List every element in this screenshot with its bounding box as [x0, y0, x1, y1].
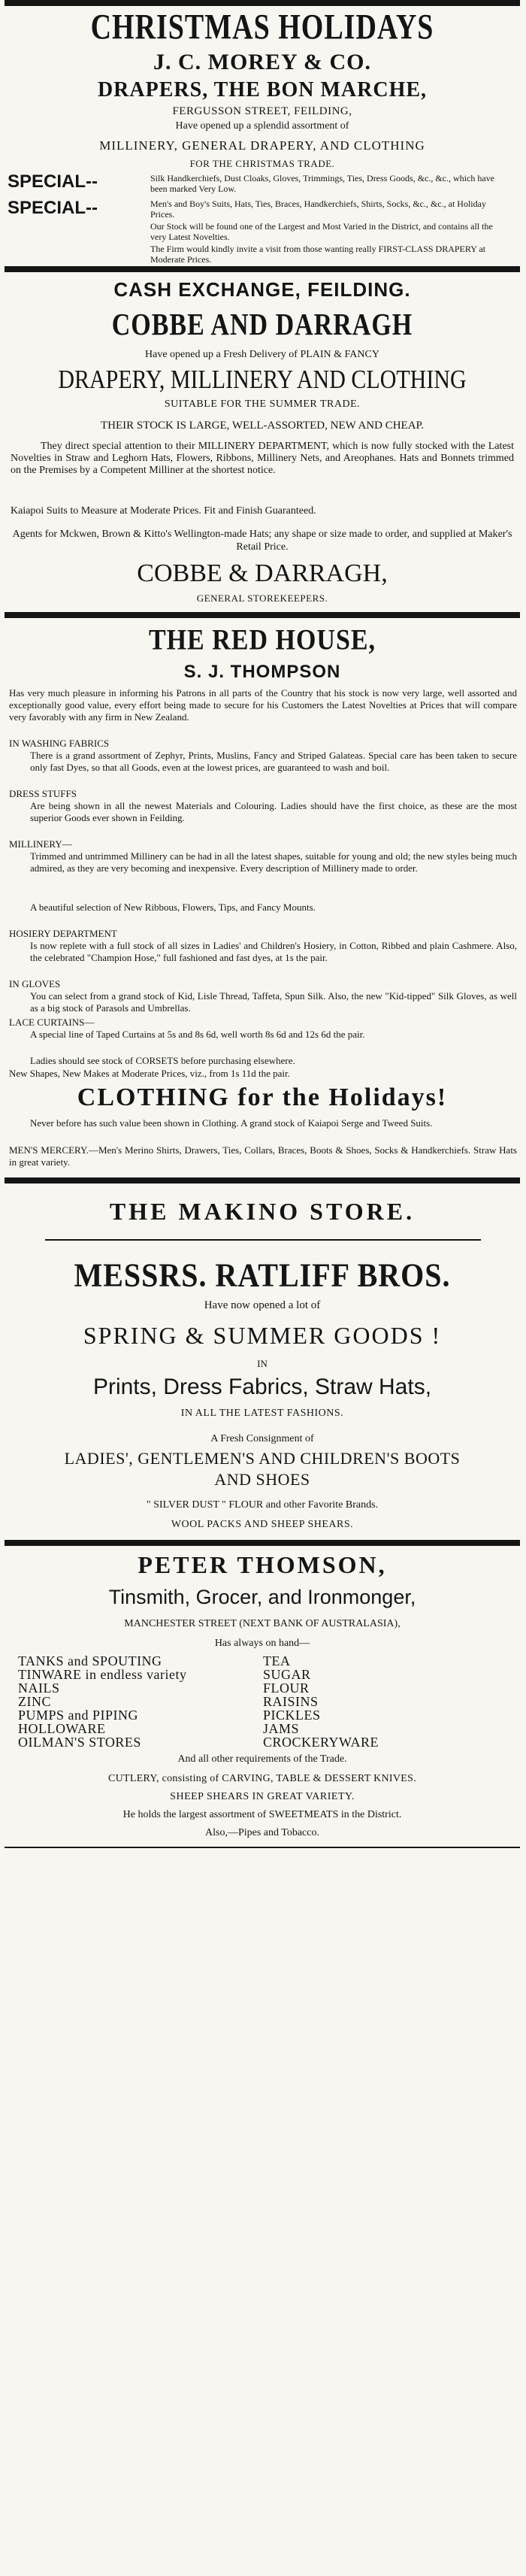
ad4-flour: " SILVER DUST " FLOUR and other Favorite Brands. — [146, 1499, 379, 1511]
ad4-goods: SPRING & SUMMER GOODS ! — [83, 1322, 442, 1349]
ad5-always: Has always on hand— — [214, 1638, 310, 1649]
ad4-shoes: AND SHOES — [214, 1470, 310, 1489]
ad4-title-rule — [45, 1239, 481, 1241]
ad2-opened: Have opened up a Fresh Delivery of PLAIN & FANCY — [145, 349, 379, 360]
ad3-millinery-head: MILLINERY— — [9, 838, 72, 850]
ad2-kaiapoi: Kaiapoi Suits to Measure at Moderate Prices. Fit and Finish Guaranteed. — [11, 505, 316, 517]
ad5-sweetmeats: He holds the largest assortment of SWEETMEATS in the District. — [122, 1809, 402, 1820]
ad3-title: THE RED HOUSE, — [148, 624, 376, 656]
ad1-invite: The Firm would kindly invite a visit from those wanting really FIRST-CLASS DRAPERY at Moderate Prices. — [150, 244, 486, 265]
ad1-special-2: Men's and Boy's Suits, Hats, Ties, Braces, Handkerchiefs, Shirts, Socks, &c., &c., at Holiday Prices. — [150, 199, 486, 220]
ad2-stock: THEIR STOCK IS LARGE, WELL-ASSORTED, NEW AND CHEAP. — [101, 420, 424, 432]
ad3-dress-head: DRESS STUFFS — [9, 788, 77, 799]
ad2-header: CASH EXCHANGE, FEILDING. — [113, 278, 411, 301]
ad3-millinery: Trimmed and untrimmed Millinery can be had in all the latest shapes, suitable for young and old; the new styles being much admired, as they are very becoming and inexpensive. Every description of Millinery made to order. — [30, 850, 517, 874]
ad5-pipes: Also,—Pipes and Tobacco. — [205, 1827, 319, 1838]
ad2-agents: Agents for Mckwen, Brown & Kitto's Wellington-made Hats; any shape or size made to order, and supplied at Maker's Retail Price. — [12, 529, 512, 553]
list-item: PUMPS and PIPING — [18, 1708, 139, 1723]
ad2-signature: COBBE & DARRAGH, — [137, 559, 388, 587]
ad3-mercery: MEN'S MERCERY.—Men's Merino Shirts, Drawers, Ties, Collars, Braces, Boots & Shoes, Socks & Handkerchiefs. Straw Hats in great variety. — [9, 1144, 517, 1168]
list-item: TINWARE in endless variety — [18, 1667, 187, 1682]
ad3-clothing: CLOTHING for the Holidays! — [77, 1083, 448, 1111]
ad1-trade: DRAPERS, THE BON MARCHE, — [97, 78, 428, 102]
ad1-special-1: Silk Handkerchiefs, Dust Cloaks, Gloves, Trimmings, Ties, Dress Goods, &c., &c., which have been marked Very Low. — [150, 173, 494, 194]
list-item: OILMAN'S STORES — [18, 1735, 141, 1750]
ad4-lines: Prints, Dress Fabrics, Straw Hats, — [92, 1374, 432, 1399]
ad3-ribbons: A beautiful selection of New Ribbous, Flowers, Tips, and Fancy Mounts. — [30, 902, 316, 913]
list-item: SUGAR — [263, 1667, 311, 1682]
list-item: TANKS and SPOUTING — [18, 1653, 162, 1668]
blank-paper-area — [0, 1851, 526, 2576]
ad3-washing-head: IN WASHING FABRICS — [9, 738, 110, 749]
ad3-dress: Are being shown in all the newest Materials and Colouring. Ladies should have the first choice, as these are the most superior Goods ever shown in Feilding. — [30, 800, 517, 823]
ad3-lace: A special line of Taped Curtains at 5s and 8s 6d, well worth 8s 6d and 12s 6d the pair. — [30, 1029, 365, 1040]
ad2-millinery: They direct special attention to their MILLINERY DEPARTMENT, which is now fully stocked with the Latest Novelties in Straw and Leghorn Hats, Flowers, Ribbons, Millinery Nets, and Areophanes. Hats and Bonnets trimmed on the Premises by a Competent Milliner at the shortest notice. — [11, 441, 514, 476]
ad4-opened: Have now opened a lot of — [204, 1299, 321, 1311]
ad4-wool: WOOL PACKS AND SHEEP SHEARS. — [171, 1519, 354, 1530]
ad1-title: CHRISTMAS HOLIDAYS — [90, 8, 434, 47]
ad1-opened: Have opened up a splendid assortment of — [175, 120, 349, 132]
ad3-bottom-rule — [5, 1177, 520, 1183]
list-item: PICKLES — [263, 1708, 321, 1723]
ad1-goods: MILLINERY, GENERAL DRAPERY, AND CLOTHING — [99, 138, 425, 153]
ad3-shapes: New Shapes, New Makes at Moderate Prices, viz., from 1s 11d the pair. — [9, 1068, 290, 1079]
ad1-for-trade: FOR THE CHRISTMAS TRADE. — [189, 158, 335, 169]
ad1-firm: J. C. MOREY & CO. — [153, 50, 372, 74]
ad1-street: FERGUSSON STREET, FEILDING, — [172, 105, 352, 117]
ad3-hosiery: Is now replete with a full stock of all sizes in Ladies' and Children's Hosiery, in Cotton, Ribbed and plain Cashmere. Also, the celebrated "Champion Hose," full fashioned and fast dyes, at 1s the pair. — [30, 940, 517, 963]
ad1-special-label-1: SPECIAL-- — [8, 171, 98, 192]
ad5-bottom-rule — [5, 1847, 520, 1848]
ad4-boots: LADIES', GENTLEMEN'S AND CHILDREN'S BOOTS — [64, 1449, 461, 1468]
ad3-owner: S. J. THOMPSON — [183, 662, 341, 682]
ad4-fashions: IN ALL THE LATEST FASHIONS. — [180, 1408, 344, 1419]
ad4-in: IN — [257, 1358, 268, 1369]
top-rule — [5, 0, 520, 6]
ad3-hosiery-head: HOSIERY DEPARTMENT — [9, 928, 117, 939]
ad2-bottom-rule — [5, 612, 520, 618]
ad5-street: MANCHESTER STREET (NEXT BANK OF AUSTRALASIA), — [124, 1618, 401, 1629]
ad4-bottom-rule — [5, 1540, 520, 1546]
ad2-season: SUITABLE FOR THE SUMMER TRADE. — [164, 399, 361, 410]
ad2-firm: COBBE AND DARRAGH — [111, 308, 413, 342]
list-item: RAISINS — [263, 1694, 319, 1709]
ad2-role: GENERAL STOREKEEPERS. — [196, 592, 328, 604]
ad4-firm: MESSRS. RATLIFF BROS. — [74, 1256, 451, 1294]
list-item: HOLLOWARE — [18, 1721, 106, 1736]
ad2-goods: DRAPERY, MILLINERY AND CLOTHING — [58, 365, 467, 394]
ad5-shears: SHEEP SHEARS IN GREAT VARIETY. — [170, 1791, 355, 1802]
ad1-bottom-rule — [5, 266, 520, 272]
list-item: ZINC — [18, 1694, 51, 1709]
ad3-never: Never before has such value been shown in Clothing. A grand stock of Kaiapoi Serge and Tweed Suits. — [30, 1117, 433, 1129]
ad5-others: And all other requirements of the Trade. — [177, 1753, 347, 1765]
list-item: TEA — [263, 1653, 291, 1668]
ad3-gloves: You can select from a grand stock of Kid, Lisle Thread, Taffeta, Spun Silk. Also, the new "Kid-tipped" Silk Gloves, as well as a big stock of Parasols and Umbrellas. — [30, 990, 517, 1014]
ad5-title: PETER THOMSON, — [138, 1551, 387, 1578]
ad5-right-column — [263, 1654, 379, 1749]
ad1-special-label-2: SPECIAL-- — [8, 198, 98, 218]
ad3-washing: There is a grand assortment of Zephyr, Prints, Muslins, Fancy and Striped Galateas. Special care has been taken to secure only fast Dyes, so that all Goods, even at the lowest prices, are guaranteed to wash and boil. — [30, 750, 517, 773]
list-item: FLOUR — [263, 1680, 310, 1696]
ad1-stock: Our Stock will be found one of the Largest and Most Varied in the District, and contains all the very Latest Novelties. — [150, 221, 493, 242]
ad4-consignment: A Fresh Consignment of — [210, 1433, 314, 1444]
ad3-intro: Has very much pleasure in informing his Patrons in all parts of the Country that his stock is now very large, well assorted and exceptionally good value, every effort being made to secure for his Customers the Latest Novelties at Prices that will compare very favorably with any firm in New Zealand. — [9, 687, 517, 723]
list-item: CROCKERYWARE — [263, 1735, 379, 1750]
ad5-trades: Tinsmith, Grocer, and Ironmonger, — [108, 1586, 416, 1608]
ad5-cutlery: CUTLERY, consisting of CARVING, TABLE & DESSERT KNIVES. — [107, 1773, 417, 1784]
ad5-left-column — [18, 1654, 186, 1749]
ad3-lace-head: LACE CURTAINS— — [9, 1017, 95, 1028]
list-item: NAILS — [18, 1680, 60, 1696]
ad3-corsets: Ladies should see stock of CORSETS before purchasing elsewhere. — [30, 1055, 295, 1066]
ad4-title: THE MAKINO STORE. — [109, 1198, 416, 1225]
ad3-gloves-head: IN GLOVES — [9, 978, 61, 989]
list-item: JAMS — [263, 1721, 300, 1736]
